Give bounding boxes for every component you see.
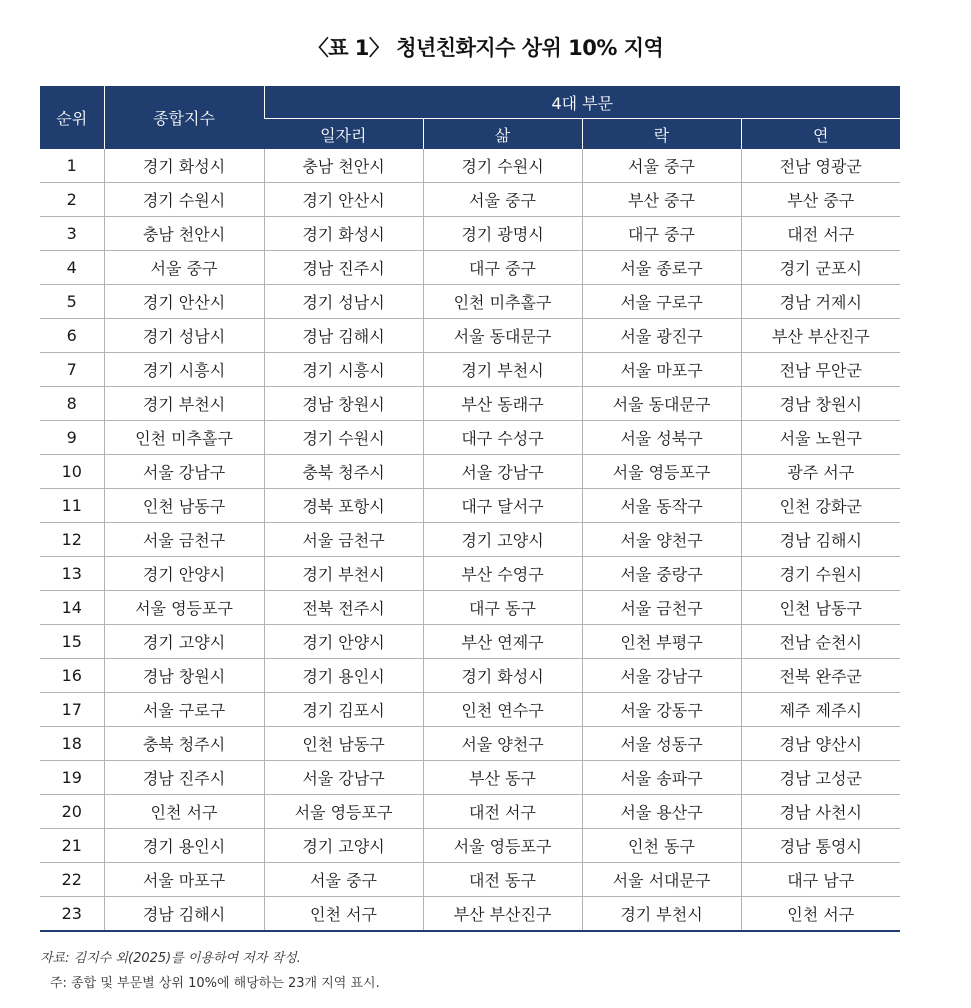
cell-rank: 4 — [40, 251, 104, 285]
cell-leisure: 서울 종로구 — [582, 251, 741, 285]
cell-total: 경기 수원시 — [104, 183, 264, 217]
cell-total: 충북 청주시 — [104, 727, 264, 761]
cell-job: 경기 용인시 — [264, 659, 423, 693]
cell-job: 서울 금천구 — [264, 523, 423, 557]
cell-rank: 19 — [40, 761, 104, 795]
cell-connect: 부산 부산진구 — [741, 319, 900, 353]
cell-rank: 10 — [40, 455, 104, 489]
cell-rank: 15 — [40, 625, 104, 659]
cell-total: 인천 서구 — [104, 795, 264, 829]
cell-job: 인천 서구 — [264, 897, 423, 932]
cell-connect: 전남 영광군 — [741, 149, 900, 183]
cell-job: 경남 김해시 — [264, 319, 423, 353]
cell-connect: 제주 제주시 — [741, 693, 900, 727]
cell-connect: 경기 수원시 — [741, 557, 900, 591]
table-row — [40, 557, 900, 591]
cell-life: 경기 수원시 — [423, 149, 582, 183]
cell-life: 인천 연수구 — [423, 693, 582, 727]
header-job: 일자리 — [264, 119, 423, 150]
table-row — [40, 149, 900, 183]
cell-rank: 9 — [40, 421, 104, 455]
source-note: 자료: 김지수 외(2025)를 이용하여 저자 작성. — [40, 951, 301, 966]
cell-job: 인천 남동구 — [264, 727, 423, 761]
cell-connect: 인천 강화군 — [741, 489, 900, 523]
cell-job: 경기 안산시 — [264, 183, 423, 217]
header-rank: 순위 — [40, 86, 104, 149]
cell-life: 서울 중구 — [423, 183, 582, 217]
cell-life: 부산 동래구 — [423, 387, 582, 421]
cell-life: 서울 영등포구 — [423, 829, 582, 863]
cell-leisure: 서울 양천구 — [582, 523, 741, 557]
cell-leisure: 대구 중구 — [582, 217, 741, 251]
cell-connect: 서울 노원구 — [741, 421, 900, 455]
cell-life: 대구 동구 — [423, 591, 582, 625]
cell-life: 인천 미추홀구 — [423, 285, 582, 319]
cell-job: 서울 중구 — [264, 863, 423, 897]
cell-job: 서울 영등포구 — [264, 795, 423, 829]
header-connect: 연 — [741, 119, 900, 150]
cell-life: 대구 중구 — [423, 251, 582, 285]
cell-rank: 11 — [40, 489, 104, 523]
cell-rank: 3 — [40, 217, 104, 251]
table-title: 〈표 1〉 청년친화지수 상위 10% 지역 — [307, 36, 664, 60]
cell-total: 인천 남동구 — [104, 489, 264, 523]
table-row — [40, 353, 900, 387]
cell-life: 대구 달서구 — [423, 489, 582, 523]
ranking-table — [40, 86, 900, 932]
cell-leisure: 인천 동구 — [582, 829, 741, 863]
cell-job: 경남 창원시 — [264, 387, 423, 421]
header-life: 삶 — [423, 119, 582, 150]
cell-leisure: 서울 동대문구 — [582, 387, 741, 421]
cell-job: 충남 천안시 — [264, 149, 423, 183]
cell-life: 대구 수성구 — [423, 421, 582, 455]
cell-job: 서울 강남구 — [264, 761, 423, 795]
cell-life: 경기 광명시 — [423, 217, 582, 251]
cell-total: 경기 용인시 — [104, 829, 264, 863]
table-row — [40, 829, 900, 863]
header-leisure: 락 — [582, 119, 741, 150]
table-row — [40, 183, 900, 217]
cell-job: 충북 청주시 — [264, 455, 423, 489]
table-body — [40, 149, 900, 931]
cell-rank: 20 — [40, 795, 104, 829]
cell-life: 서울 동대문구 — [423, 319, 582, 353]
cell-rank: 5 — [40, 285, 104, 319]
cell-total: 경기 부천시 — [104, 387, 264, 421]
table-row — [40, 489, 900, 523]
cell-connect: 대전 서구 — [741, 217, 900, 251]
cell-total: 인천 미추홀구 — [104, 421, 264, 455]
cell-leisure: 인천 부평구 — [582, 625, 741, 659]
cell-leisure: 서울 용산구 — [582, 795, 741, 829]
cell-total: 경남 창원시 — [104, 659, 264, 693]
cell-connect: 전남 순천시 — [741, 625, 900, 659]
cell-life: 대전 서구 — [423, 795, 582, 829]
cell-leisure: 서울 성동구 — [582, 727, 741, 761]
cell-connect: 경남 거제시 — [741, 285, 900, 319]
cell-rank: 6 — [40, 319, 104, 353]
cell-rank: 22 — [40, 863, 104, 897]
cell-leisure: 서울 중랑구 — [582, 557, 741, 591]
table-row — [40, 625, 900, 659]
cell-total: 서울 중구 — [104, 251, 264, 285]
cell-connect: 전북 완주군 — [741, 659, 900, 693]
cell-connect: 전남 무안군 — [741, 353, 900, 387]
cell-leisure: 서울 중구 — [582, 149, 741, 183]
cell-life: 경기 고양시 — [423, 523, 582, 557]
cell-rank: 7 — [40, 353, 104, 387]
cell-total: 서울 영등포구 — [104, 591, 264, 625]
table-row — [40, 727, 900, 761]
table-row — [40, 251, 900, 285]
table-row — [40, 761, 900, 795]
cell-job: 경기 부천시 — [264, 557, 423, 591]
cell-job: 경기 안양시 — [264, 625, 423, 659]
cell-connect: 경남 고성군 — [741, 761, 900, 795]
cell-life: 대전 동구 — [423, 863, 582, 897]
table-row — [40, 217, 900, 251]
cell-leisure: 서울 마포구 — [582, 353, 741, 387]
header-total-index: 종합지수 — [104, 86, 264, 149]
cell-rank: 12 — [40, 523, 104, 557]
cell-rank: 16 — [40, 659, 104, 693]
cell-leisure: 서울 서대문구 — [582, 863, 741, 897]
cell-job: 경북 포항시 — [264, 489, 423, 523]
cell-total: 경기 성남시 — [104, 319, 264, 353]
table-row — [40, 795, 900, 829]
cell-job: 경기 시흥시 — [264, 353, 423, 387]
cell-leisure: 서울 강남구 — [582, 659, 741, 693]
cell-life: 부산 동구 — [423, 761, 582, 795]
table-row — [40, 659, 900, 693]
table-row — [40, 455, 900, 489]
table-row — [40, 285, 900, 319]
cell-job: 경기 화성시 — [264, 217, 423, 251]
cell-total: 서울 구로구 — [104, 693, 264, 727]
cell-leisure: 경기 부천시 — [582, 897, 741, 932]
cell-connect: 인천 서구 — [741, 897, 900, 932]
cell-job: 경기 성남시 — [264, 285, 423, 319]
cell-leisure: 서울 성북구 — [582, 421, 741, 455]
cell-connect: 부산 중구 — [741, 183, 900, 217]
cell-total: 서울 마포구 — [104, 863, 264, 897]
cell-leisure: 서울 금천구 — [582, 591, 741, 625]
cell-connect: 경기 군포시 — [741, 251, 900, 285]
cell-leisure: 부산 중구 — [582, 183, 741, 217]
cell-job: 경기 고양시 — [264, 829, 423, 863]
cell-connect: 경남 김해시 — [741, 523, 900, 557]
cell-rank: 2 — [40, 183, 104, 217]
cell-rank: 14 — [40, 591, 104, 625]
table-row — [40, 523, 900, 557]
cell-life: 부산 연제구 — [423, 625, 582, 659]
cell-connect: 경남 창원시 — [741, 387, 900, 421]
cell-connect: 광주 서구 — [741, 455, 900, 489]
cell-total: 경기 시흥시 — [104, 353, 264, 387]
table-row — [40, 387, 900, 421]
cell-leisure: 서울 영등포구 — [582, 455, 741, 489]
table-row — [40, 319, 900, 353]
cell-leisure: 서울 강동구 — [582, 693, 741, 727]
cell-job: 경기 김포시 — [264, 693, 423, 727]
cell-total: 충남 천안시 — [104, 217, 264, 251]
cell-life: 서울 양천구 — [423, 727, 582, 761]
table-row — [40, 863, 900, 897]
cell-leisure: 서울 광진구 — [582, 319, 741, 353]
cell-total: 경기 안양시 — [104, 557, 264, 591]
cell-leisure: 서울 구로구 — [582, 285, 741, 319]
cell-life: 서울 강남구 — [423, 455, 582, 489]
cell-rank: 13 — [40, 557, 104, 591]
cell-total: 서울 강남구 — [104, 455, 264, 489]
cell-total: 경남 진주시 — [104, 761, 264, 795]
cell-connect: 경남 양산시 — [741, 727, 900, 761]
cell-rank: 23 — [40, 897, 104, 932]
table-row — [40, 693, 900, 727]
table-header — [40, 86, 900, 149]
table-row — [40, 591, 900, 625]
cell-connect: 경남 사천시 — [741, 795, 900, 829]
cell-job: 전북 전주시 — [264, 591, 423, 625]
cell-total: 경기 안산시 — [104, 285, 264, 319]
cell-leisure: 서울 동작구 — [582, 489, 741, 523]
cell-connect: 경남 통영시 — [741, 829, 900, 863]
cell-life: 부산 수영구 — [423, 557, 582, 591]
table-row — [40, 421, 900, 455]
table-row — [40, 897, 900, 932]
cell-job: 경기 수원시 — [264, 421, 423, 455]
cell-life: 경기 부천시 — [423, 353, 582, 387]
cell-leisure: 서울 송파구 — [582, 761, 741, 795]
cell-rank: 1 — [40, 149, 104, 183]
cell-total: 경남 김해시 — [104, 897, 264, 932]
cell-life: 경기 화성시 — [423, 659, 582, 693]
cell-connect: 대구 남구 — [741, 863, 900, 897]
cell-rank: 17 — [40, 693, 104, 727]
cell-rank: 18 — [40, 727, 104, 761]
cell-total: 경기 고양시 — [104, 625, 264, 659]
cell-rank: 8 — [40, 387, 104, 421]
cell-connect: 인천 남동구 — [741, 591, 900, 625]
cell-life: 부산 부산진구 — [423, 897, 582, 932]
footnote: 주: 종합 및 부문별 상위 10%에 해당하는 23개 지역 표시. — [50, 976, 380, 991]
cell-total: 경기 화성시 — [104, 149, 264, 183]
header-four-sectors: 4대 부문 — [264, 86, 900, 119]
cell-rank: 21 — [40, 829, 104, 863]
cell-job: 경남 진주시 — [264, 251, 423, 285]
cell-total: 서울 금천구 — [104, 523, 264, 557]
